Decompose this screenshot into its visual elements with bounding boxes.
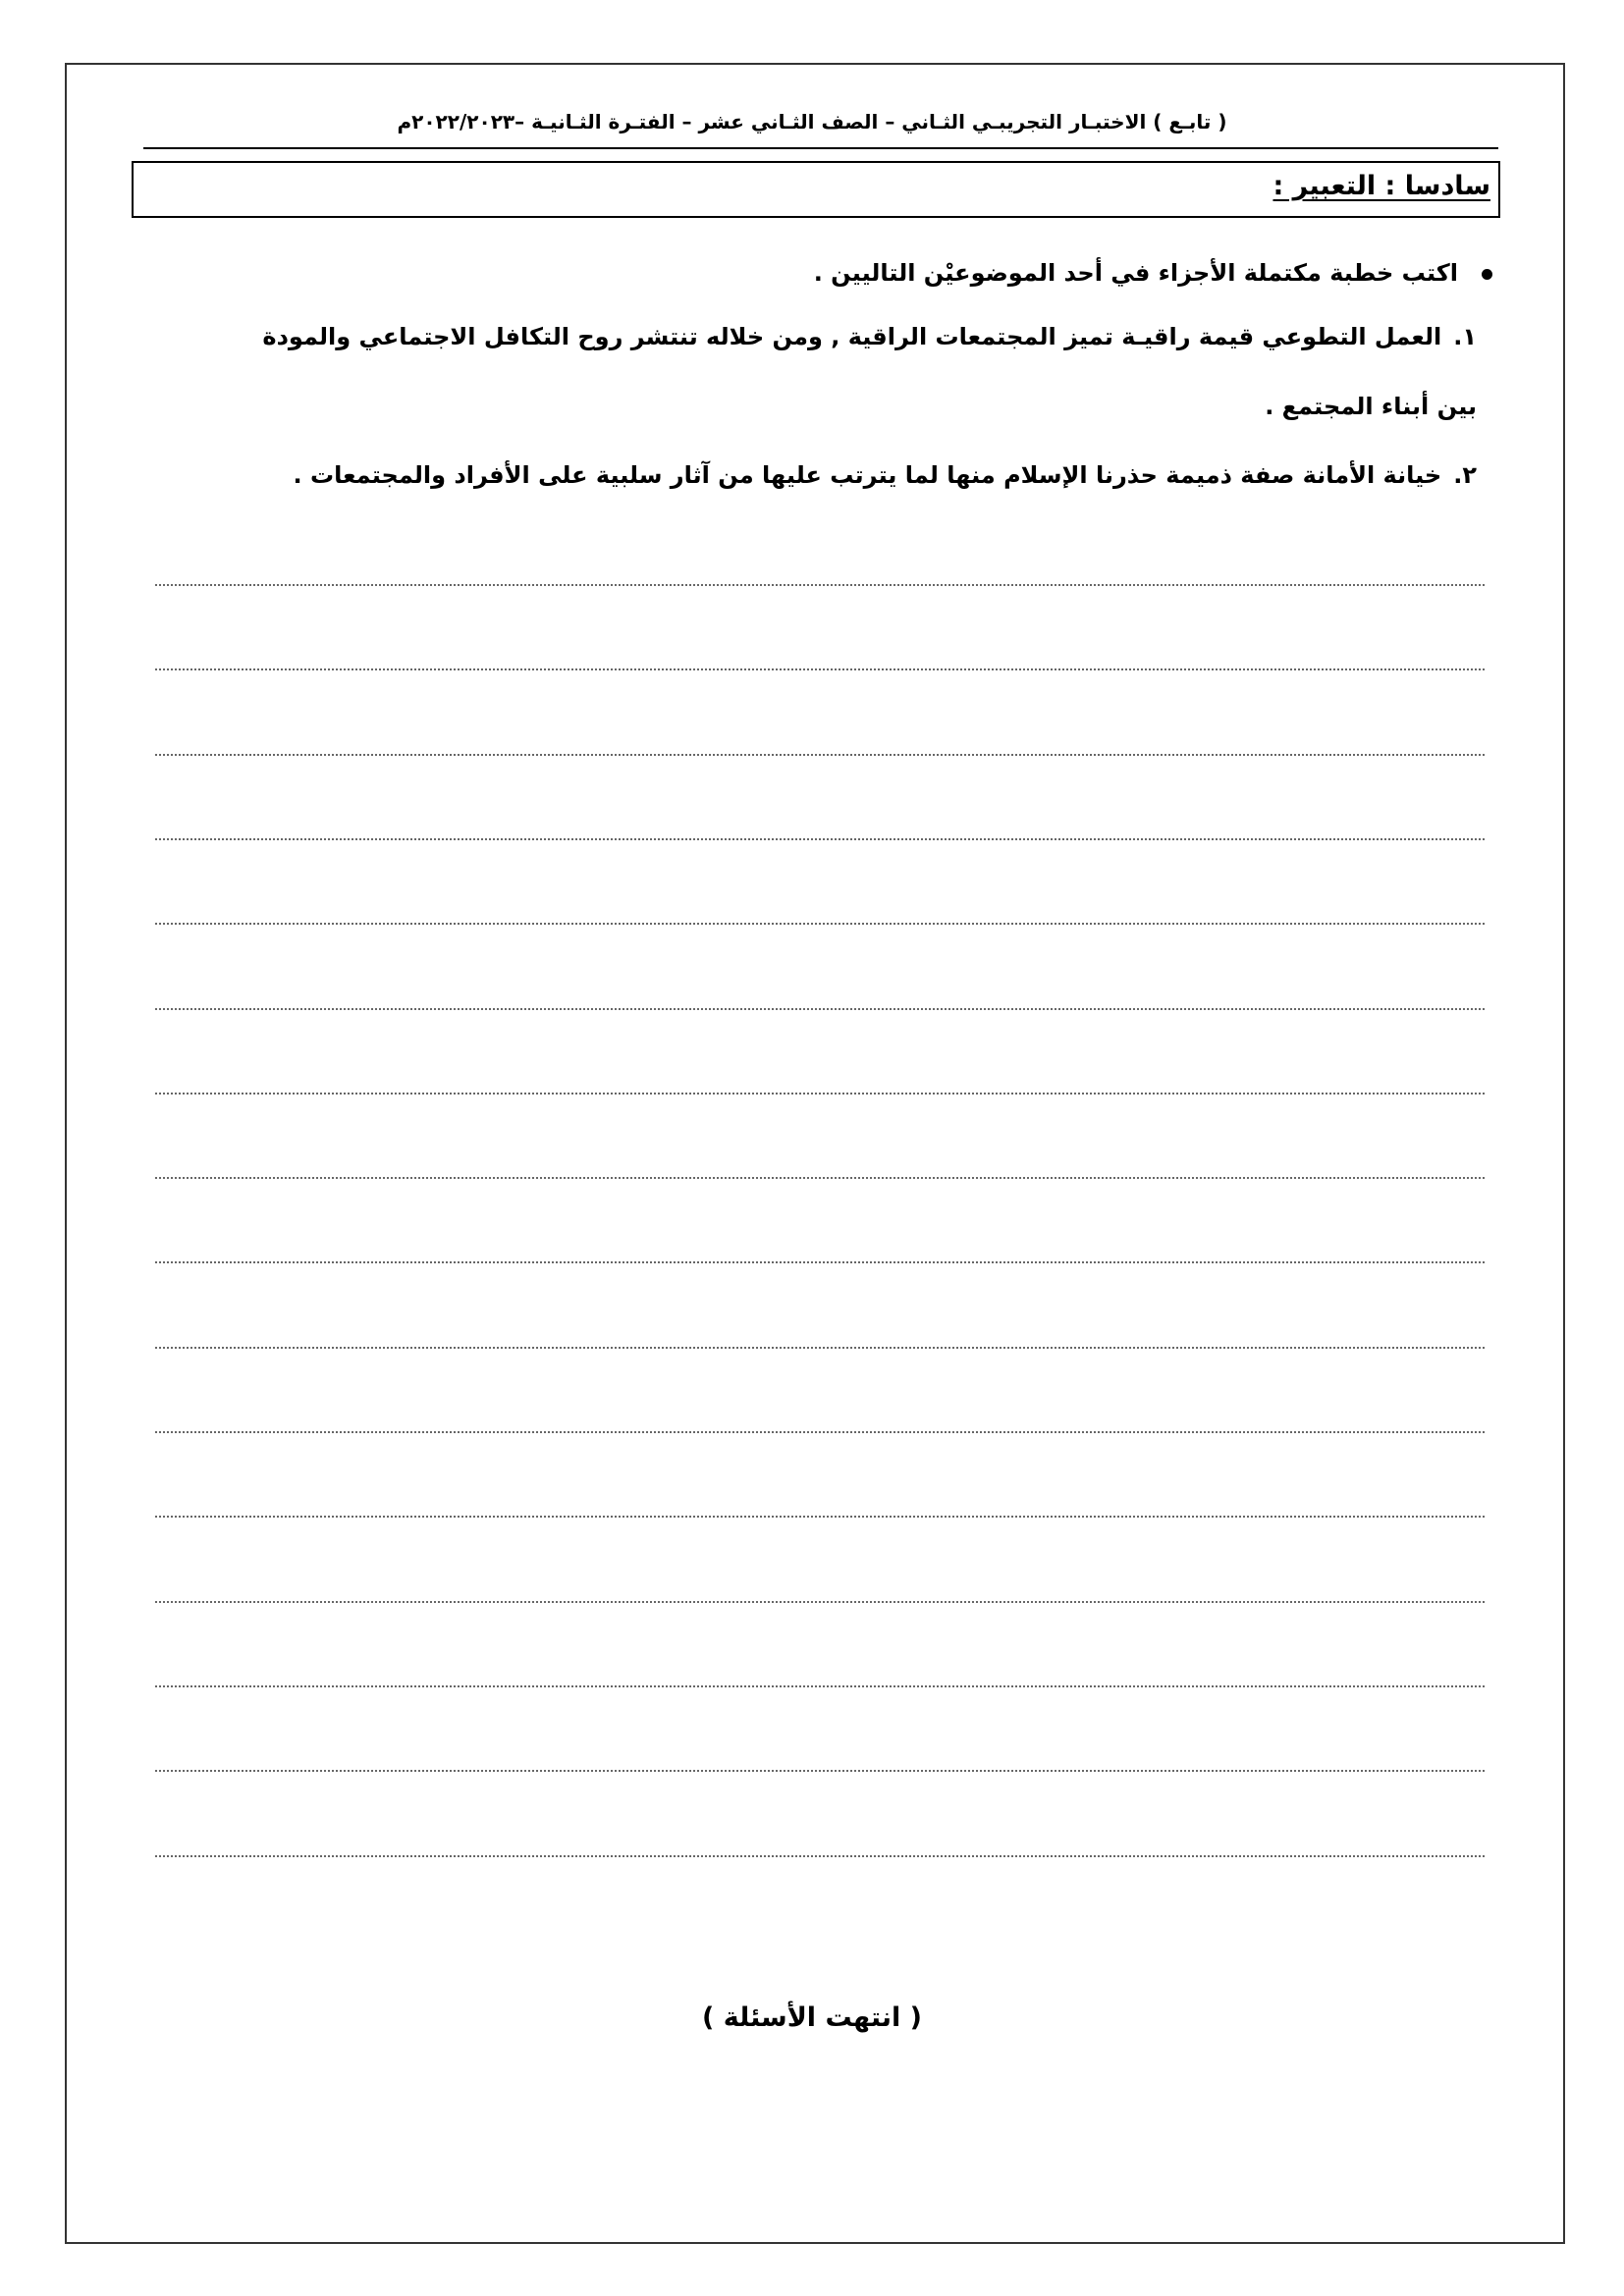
- answer-line[interactable]: [155, 1601, 1485, 1603]
- answer-line[interactable]: [155, 1770, 1485, 1772]
- end-of-questions-note: ( انتهت الأسئلة ): [701, 2002, 923, 2033]
- answer-line[interactable]: [155, 584, 1485, 586]
- answer-line[interactable]: [155, 838, 1485, 840]
- topic-text: خيانة الأمانة صفة ذميمة حذرنا الإسلام منها لما يترتب عليها من آثار سلبية على الأفراد والمجتمعات .: [293, 461, 1442, 489]
- answer-line[interactable]: [155, 668, 1485, 670]
- answer-line[interactable]: [155, 1093, 1485, 1095]
- topic-item-1: [137, 323, 1477, 350]
- section-title-box: [132, 161, 1500, 218]
- answer-line[interactable]: [155, 754, 1485, 756]
- answer-line[interactable]: [155, 1177, 1485, 1179]
- answer-line[interactable]: [155, 1431, 1485, 1433]
- bullet-icon: [1482, 269, 1492, 280]
- topic-item-2: [137, 461, 1477, 489]
- answer-line[interactable]: [155, 1685, 1485, 1687]
- instruction-text: اكتب خطبة مكتملة الأجزاء في أحد الموضوعيْن التاليين .: [813, 259, 1458, 287]
- section-title: سادسا : التعبير :: [1272, 171, 1490, 201]
- topic-item-1-continuation: بين أبناء المجتمع .: [1265, 393, 1477, 420]
- answer-line[interactable]: [155, 1855, 1485, 1857]
- answer-line[interactable]: [155, 1347, 1485, 1349]
- answer-line[interactable]: [155, 923, 1485, 925]
- answer-line[interactable]: [155, 1008, 1485, 1010]
- page-frame: [65, 63, 1565, 2244]
- topic-text: العمل التطوعي قيمة راقيـة تميز المجتمعات الراقية , ومن خلاله تنتشر روح التكافل الاجتماعي والمودة: [262, 323, 1442, 350]
- header-divider: [143, 147, 1498, 149]
- answer-line[interactable]: [155, 1261, 1485, 1263]
- topic-number: ١.: [1453, 323, 1477, 350]
- answer-line[interactable]: [155, 1516, 1485, 1518]
- instruction-row: [137, 259, 1492, 288]
- exam-header: ( تابـع ) الاختبـار التجريبـي الثـاني – الصف الثـاني عشر – الفتـرة الثـانيـة –٢٠٢٢/٢٠٢٣م: [397, 110, 1227, 133]
- topic-number: ٢.: [1453, 461, 1477, 489]
